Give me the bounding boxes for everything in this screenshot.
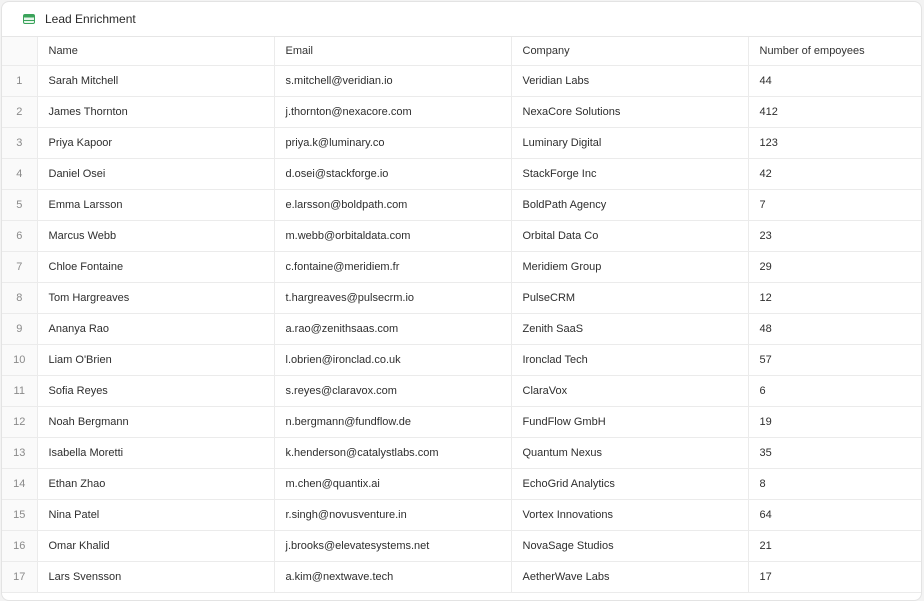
table-row[interactable] <box>2 282 922 313</box>
table-row[interactable] <box>2 468 922 499</box>
leads-table <box>2 37 922 593</box>
cell-company[interactable]: Vortex Innovations <box>511 499 748 530</box>
row-number: 7 <box>2 251 37 282</box>
cell-employees[interactable]: 7 <box>748 189 922 220</box>
cell-email[interactable]: c.fontaine@meridiem.fr <box>274 251 511 282</box>
cell-email[interactable]: k.henderson@catalystlabs.com <box>274 437 511 468</box>
table-row[interactable] <box>2 127 922 158</box>
cell-email[interactable]: l.obrien@ironclad.co.uk <box>274 344 511 375</box>
cell-name[interactable]: Priya Kapoor <box>37 127 274 158</box>
table-row[interactable] <box>2 189 922 220</box>
cell-name[interactable]: Chloe Fontaine <box>37 251 274 282</box>
cell-employees[interactable]: 19 <box>748 406 922 437</box>
cell-company[interactable]: Luminary Digital <box>511 127 748 158</box>
cell-company[interactable]: Ironclad Tech <box>511 344 748 375</box>
cell-company[interactable]: AetherWave Labs <box>511 561 748 592</box>
column-header-company[interactable]: Company <box>511 37 748 65</box>
row-number: 16 <box>2 530 37 561</box>
cell-email[interactable]: a.kim@nextwave.tech <box>274 561 511 592</box>
table-row[interactable] <box>2 437 922 468</box>
cell-company[interactable]: Meridiem Group <box>511 251 748 282</box>
cell-email[interactable]: t.hargreaves@pulsecrm.io <box>274 282 511 313</box>
cell-employees[interactable]: 29 <box>748 251 922 282</box>
row-number: 8 <box>2 282 37 313</box>
cell-employees[interactable]: 17 <box>748 561 922 592</box>
cell-email[interactable]: e.larsson@boldpath.com <box>274 189 511 220</box>
cell-name[interactable]: Ethan Zhao <box>37 468 274 499</box>
cell-company[interactable]: NovaSage Studios <box>511 530 748 561</box>
row-number: 15 <box>2 499 37 530</box>
cell-employees[interactable]: 44 <box>748 65 922 96</box>
cell-name[interactable]: Tom Hargreaves <box>37 282 274 313</box>
column-header-name[interactable]: Name <box>37 37 274 65</box>
column-header-row <box>2 37 922 65</box>
cell-company[interactable]: PulseCRM <box>511 282 748 313</box>
cell-name[interactable]: Marcus Webb <box>37 220 274 251</box>
cell-email[interactable]: j.thornton@nexacore.com <box>274 96 511 127</box>
cell-company[interactable]: Veridian Labs <box>511 65 748 96</box>
cell-employees[interactable]: 35 <box>748 437 922 468</box>
row-number: 9 <box>2 313 37 344</box>
cell-company[interactable]: StackForge Inc <box>511 158 748 189</box>
cell-email[interactable]: s.reyes@claravox.com <box>274 375 511 406</box>
cell-company[interactable]: EchoGrid Analytics <box>511 468 748 499</box>
column-header-employees[interactable]: Number of empoyees <box>748 37 922 65</box>
cell-email[interactable]: a.rao@zenithsaas.com <box>274 313 511 344</box>
table-row[interactable] <box>2 96 922 127</box>
row-number: 12 <box>2 406 37 437</box>
cell-company[interactable]: Quantum Nexus <box>511 437 748 468</box>
row-number: 3 <box>2 127 37 158</box>
row-number: 13 <box>2 437 37 468</box>
row-number: 10 <box>2 344 37 375</box>
row-number: 1 <box>2 65 37 96</box>
cell-email[interactable]: r.singh@novusventure.in <box>274 499 511 530</box>
table-row[interactable] <box>2 499 922 530</box>
lead-enrichment-table-panel <box>1 1 922 601</box>
cell-email[interactable]: d.osei@stackforge.io <box>274 158 511 189</box>
cell-name[interactable]: Ananya Rao <box>37 313 274 344</box>
cell-name[interactable]: James Thornton <box>37 96 274 127</box>
cell-employees[interactable]: 412 <box>748 96 922 127</box>
cell-name[interactable]: Daniel Osei <box>37 158 274 189</box>
table-row[interactable] <box>2 158 922 189</box>
cell-email[interactable]: j.brooks@elevatesystems.net <box>274 530 511 561</box>
cell-name[interactable]: Noah Bergmann <box>37 406 274 437</box>
cell-email[interactable]: m.webb@orbitaldata.com <box>274 220 511 251</box>
cell-email[interactable]: n.bergmann@fundflow.de <box>274 406 511 437</box>
cell-employees[interactable]: 48 <box>748 313 922 344</box>
cell-company[interactable]: NexaCore Solutions <box>511 96 748 127</box>
cell-email[interactable]: s.mitchell@veridian.io <box>274 65 511 96</box>
cell-name[interactable]: Lars Svensson <box>37 561 274 592</box>
table-row[interactable] <box>2 561 922 592</box>
cell-name[interactable]: Liam O'Brien <box>37 344 274 375</box>
cell-employees[interactable]: 23 <box>748 220 922 251</box>
cell-name[interactable]: Nina Patel <box>37 499 274 530</box>
cell-company[interactable]: BoldPath Agency <box>511 189 748 220</box>
column-header-email[interactable]: Email <box>274 37 511 65</box>
cell-email[interactable]: priya.k@luminary.co <box>274 127 511 158</box>
row-number: 11 <box>2 375 37 406</box>
table-row[interactable] <box>2 375 922 406</box>
row-number: 14 <box>2 468 37 499</box>
cell-name[interactable]: Omar Khalid <box>37 530 274 561</box>
row-number: 5 <box>2 189 37 220</box>
table-row[interactable] <box>2 313 922 344</box>
cell-name[interactable]: Isabella Moretti <box>37 437 274 468</box>
cell-email[interactable]: m.chen@quantix.ai <box>274 468 511 499</box>
row-number: 17 <box>2 561 37 592</box>
table-row[interactable] <box>2 406 922 437</box>
table-row[interactable] <box>2 344 922 375</box>
cell-company[interactable]: Orbital Data Co <box>511 220 748 251</box>
cell-employees[interactable]: 42 <box>748 158 922 189</box>
table-row[interactable] <box>2 65 922 96</box>
table-icon <box>23 14 35 24</box>
cell-name[interactable]: Sarah Mitchell <box>37 65 274 96</box>
cell-employees[interactable]: 8 <box>748 468 922 499</box>
table-row[interactable] <box>2 530 922 561</box>
cell-employees[interactable]: 64 <box>748 499 922 530</box>
cell-company[interactable]: Zenith SaaS <box>511 313 748 344</box>
row-number: 4 <box>2 158 37 189</box>
cell-employees[interactable]: 6 <box>748 375 922 406</box>
row-number: 6 <box>2 220 37 251</box>
cell-company[interactable]: ClaraVox <box>511 375 748 406</box>
row-number: 2 <box>2 96 37 127</box>
cell-company[interactable]: FundFlow GmbH <box>511 406 748 437</box>
cell-employees[interactable]: 57 <box>748 344 922 375</box>
cell-employees[interactable]: 21 <box>748 530 922 561</box>
table-header-bar <box>2 2 921 37</box>
cell-employees[interactable]: 123 <box>748 127 922 158</box>
cell-name[interactable]: Emma Larsson <box>37 189 274 220</box>
table-row[interactable] <box>2 251 922 282</box>
table-title: Lead Enrichment <box>45 12 136 26</box>
cell-name[interactable]: Sofia Reyes <box>37 375 274 406</box>
table-row[interactable] <box>2 220 922 251</box>
cell-employees[interactable]: 12 <box>748 282 922 313</box>
row-number-header <box>2 37 37 65</box>
